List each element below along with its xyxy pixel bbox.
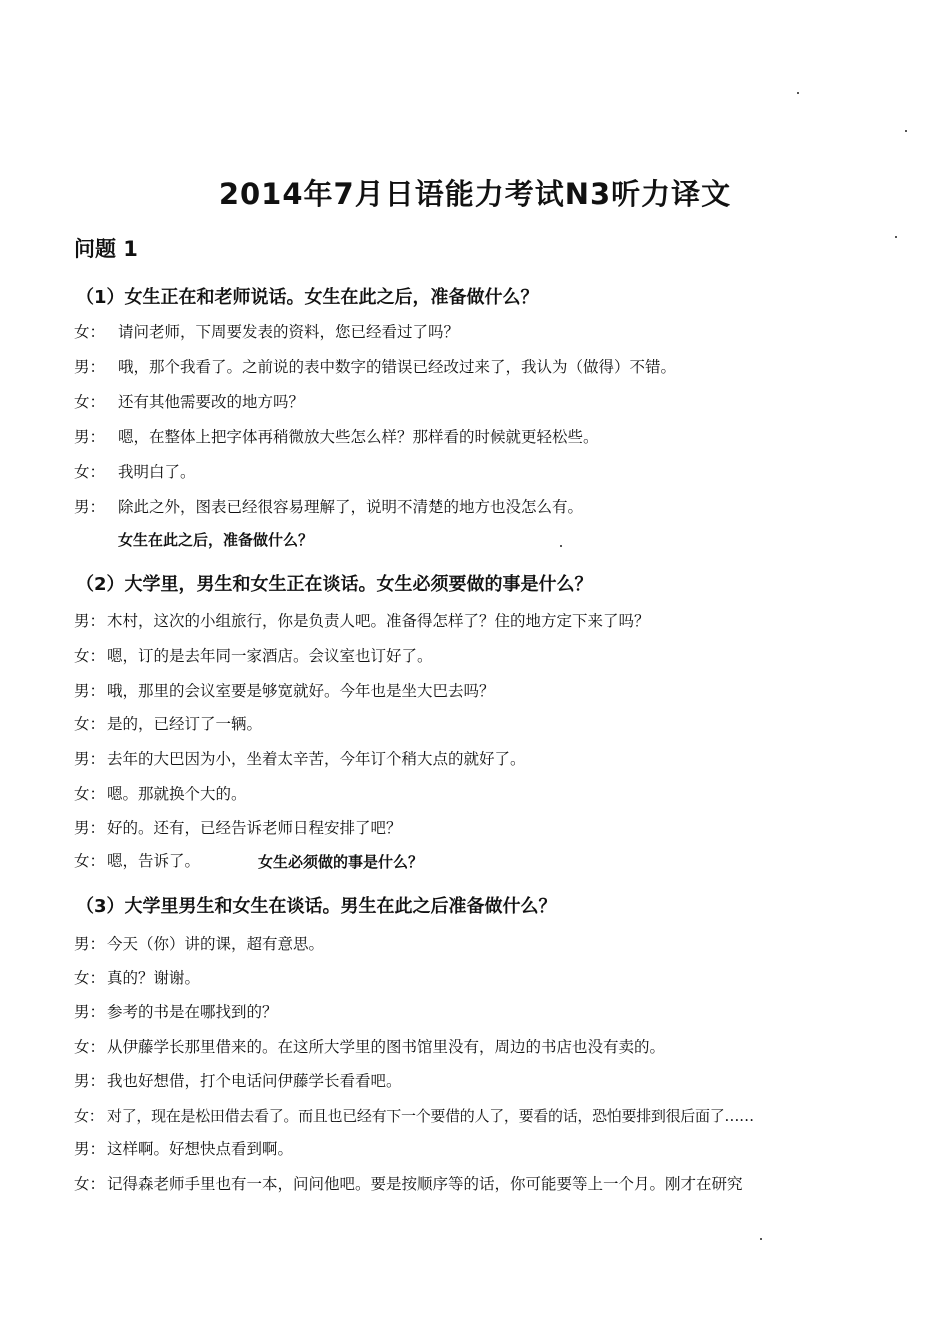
line-text: 参考的书是在哪找到的？ [107,1003,278,1021]
speaker-label: 男： [74,750,106,768]
speaker-label: 女： [74,969,106,987]
dialogue-line [74,322,459,342]
line-text: 哦，那里的会议室要是够宽就好。今年也是坐大巴去吗？ [107,682,495,700]
dialogue-line [74,611,650,631]
line-text: 我明白了。 [118,463,196,481]
speaker-label: 女： [74,852,106,870]
scan-speck [760,1238,762,1240]
line-text: 我也好想借，打个电话问伊藤学长看看吧。 [107,1072,402,1090]
speaker-label: 男： [74,1072,106,1090]
line-text: 木村，这次的小组旅行，你是负责人吧。准备得怎样了？住的地方定下来了吗？ [107,612,650,630]
line-text: 去年的大巴因为小，坐着太辛苦，今年订个稍大点的就好了。 [107,750,526,768]
dialogue-line [74,681,495,701]
line-text: 好的。还有，已经告诉老师日程安排了吧？ [107,819,402,837]
line-text: 这样啊。好想快点看到啊。 [107,1140,294,1158]
question-1-prompt: 女生在此之后，准备做什么？ [118,531,314,549]
speaker-label: 女： [74,393,106,411]
speaker-label: 男： [74,682,106,700]
speaker-label: 女： [74,463,106,481]
scan-speck [905,130,907,132]
dialogue-line [74,749,526,769]
line-text: 嗯，订的是去年同一家酒店。会议室也订好了。 [107,647,433,665]
dialogue-line [74,1106,754,1126]
dialogue-line [74,851,200,871]
line-text: 今天（你）讲的课，超有意思。 [107,935,325,953]
dialogue-line [74,714,262,734]
speaker-label: 女： [74,1175,106,1193]
dialogue-line [74,968,200,988]
speaker-label: 女： [74,715,106,733]
scan-speck [895,236,897,238]
dialogue-line [74,1174,743,1194]
question-1-heading: （1）女生正在和老师说话。女生在此之后，准备做什么？ [76,287,539,308]
dialogue-line [74,784,247,804]
speaker-label: 女： [74,323,106,341]
page-title: 2014年7月日语能力考试N3听力译文 [218,177,732,211]
dialogue-line [74,818,402,838]
dialogue-line [74,427,599,447]
dialogue-line [74,357,676,377]
question-2-prompt: 女生必须做的事是什么？ [258,853,424,871]
speaker-label: 女： [74,1038,106,1056]
scan-speck [560,545,562,547]
line-text: 哦，那个我看了。之前说的表中数字的错误已经改过来了，我认为（做得）不错。 [118,358,677,376]
speaker-label: 女： [74,647,106,665]
speaker-label: 男： [74,1003,106,1021]
line-text: 还有其他需要改的地方吗？ [118,393,305,411]
line-text: 记得森老师手里也有一本，问问他吧。要是按顺序等的话，你可能要等上一个月。刚才在研究 [107,1175,743,1193]
question-2-heading: （2）大学里，男生和女生正在谈话。女生必须要做的事是什么？ [76,574,593,595]
dialogue-line [74,934,324,954]
dialogue-line [74,392,304,412]
speaker-label: 男： [74,935,106,953]
scan-speck [797,92,799,94]
line-text: 嗯，在整体上把字体再稍微放大些怎么样？那样看的时候就更轻松些。 [118,428,599,446]
line-text: 从伊藤学长那里借来的。在这所大学里的图书馆里没有，周边的书店也没有卖的。 [107,1038,666,1056]
dialogue-line [74,462,196,482]
dialogue-line [74,1037,665,1057]
speaker-label: 女： [74,785,106,803]
question-3-heading: （3）大学里男生和女生在谈话。男生在此之后准备做什么？ [76,896,557,917]
speaker-label: 男： [74,428,106,446]
dialogue-line [74,1071,402,1091]
line-text: 真的？谢谢。 [107,969,201,987]
line-text: 对了，现在是松田借去看了。而且也已经有下一个要借的人了，要看的话，恐怕要排到很后面了…… [107,1107,754,1125]
speaker-label: 男： [74,498,106,516]
line-text: 嗯。那就换个大的。 [107,785,247,803]
section-heading: 问题 1 [74,237,138,261]
dialogue-line [74,497,583,517]
speaker-label: 男： [74,819,106,837]
dialogue-line [74,1002,278,1022]
speaker-label: 男： [74,358,106,376]
line-text: 嗯，告诉了。 [107,852,201,870]
line-text: 是的，已经订了一辆。 [107,715,263,733]
speaker-label: 女： [74,1107,104,1125]
dialogue-line [74,1139,293,1159]
speaker-label: 男： [74,612,106,630]
dialogue-line [74,646,433,666]
line-text: 除此之外，图表已经很容易理解了，说明不清楚的地方也没怎么有。 [118,498,584,516]
line-text: 请问老师，下周要发表的资料，您已经看过了吗？ [118,323,460,341]
speaker-label: 男： [74,1140,106,1158]
